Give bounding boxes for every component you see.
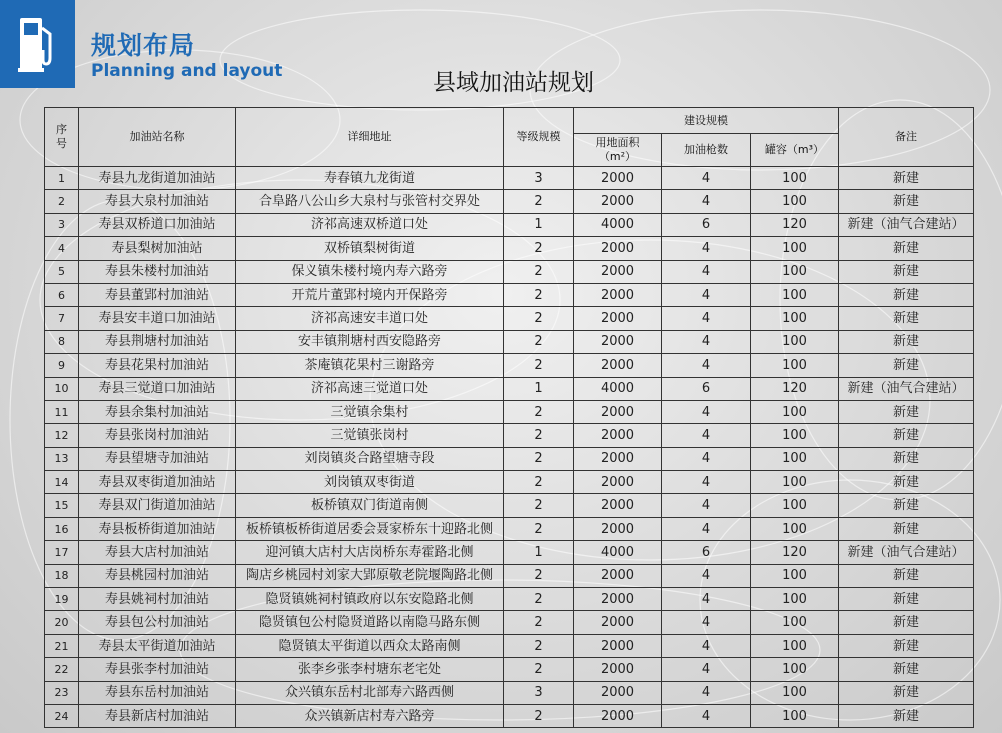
cell-name: 寿县梨树加油站 (79, 237, 236, 260)
cell-tank: 100 (751, 237, 839, 260)
cell-name: 寿县桃园村加油站 (79, 564, 236, 587)
cell-name: 寿县太平街道加油站 (79, 634, 236, 657)
cell-name: 寿县张李村加油站 (79, 658, 236, 681)
cell-guns: 4 (662, 237, 751, 260)
cell-tank: 100 (751, 400, 839, 423)
cell-guns: 4 (662, 307, 751, 330)
table-row (45, 517, 974, 540)
cell-address: 济祁高速三觉道口处 (236, 377, 504, 400)
cell-guns: 4 (662, 283, 751, 306)
cell-name: 寿县姚祠村加油站 (79, 588, 236, 611)
cell-address: 迎河镇大店村大店岗桥东寿霍路北侧 (236, 541, 504, 564)
cell-no: 7 (45, 307, 79, 330)
cell-note: 新建 (839, 611, 974, 634)
cell-note: 新建（油气合建站） (839, 541, 974, 564)
table-row (45, 237, 974, 260)
cell-tank: 100 (751, 167, 839, 190)
cell-note: 新建 (839, 704, 974, 727)
cell-note: 新建 (839, 260, 974, 283)
cell-area: 2000 (574, 447, 662, 470)
cell-area: 2000 (574, 658, 662, 681)
cell-guns: 4 (662, 681, 751, 704)
cell-area: 2000 (574, 588, 662, 611)
col-header-name: 加油站名称 (79, 108, 236, 167)
cell-grade: 2 (504, 424, 574, 447)
cell-guns: 4 (662, 704, 751, 727)
cell-tank: 100 (751, 471, 839, 494)
cell-address: 济祁高速安丰道口处 (236, 307, 504, 330)
cell-tank: 100 (751, 564, 839, 587)
cell-name: 寿县花果村加油站 (79, 354, 236, 377)
cell-area: 2000 (574, 517, 662, 540)
cell-note: 新建 (839, 681, 974, 704)
cell-note: 新建 (839, 634, 974, 657)
cell-tank: 100 (751, 634, 839, 657)
cell-note: 新建 (839, 237, 974, 260)
cell-note: 新建 (839, 283, 974, 306)
table-row (45, 377, 974, 400)
table-row (45, 681, 974, 704)
cell-no: 12 (45, 424, 79, 447)
cell-note: 新建 (839, 190, 974, 213)
cell-address: 三觉镇余集村 (236, 400, 504, 423)
cell-grade: 2 (504, 400, 574, 423)
cell-no: 16 (45, 517, 79, 540)
cell-area: 2000 (574, 260, 662, 283)
cell-address: 张李乡张李村塘东老宅处 (236, 658, 504, 681)
cell-no: 20 (45, 611, 79, 634)
cell-name: 寿县双桥道口加油站 (79, 213, 236, 236)
cell-note: 新建 (839, 471, 974, 494)
col-header-area: 用地面积（m²） (574, 134, 662, 167)
cell-address: 陶店乡桃园村刘家大郢原敬老院堰陶路北侧 (236, 564, 504, 587)
table-row (45, 354, 974, 377)
table-row (45, 190, 974, 213)
cell-no: 18 (45, 564, 79, 587)
cell-name: 寿县双门街道加油站 (79, 494, 236, 517)
cell-guns: 4 (662, 330, 751, 353)
cell-area: 2000 (574, 237, 662, 260)
cell-no: 4 (45, 237, 79, 260)
cell-tank: 100 (751, 588, 839, 611)
table-row (45, 611, 974, 634)
cell-no: 14 (45, 471, 79, 494)
table-row (45, 400, 974, 423)
cell-area: 2000 (574, 424, 662, 447)
cell-note: 新建 (839, 354, 974, 377)
cell-area: 2000 (574, 704, 662, 727)
cell-name: 寿县大泉村加油站 (79, 190, 236, 213)
cell-guns: 4 (662, 564, 751, 587)
table-row (45, 471, 974, 494)
cell-note: 新建（油气合建站） (839, 377, 974, 400)
cell-area: 4000 (574, 541, 662, 564)
col-header-guns: 加油枪数 (662, 134, 751, 167)
cell-address: 开荒片董郢村境内开保路旁 (236, 283, 504, 306)
table-row (45, 424, 974, 447)
cell-name: 寿县板桥街道加油站 (79, 517, 236, 540)
cell-note: 新建 (839, 658, 974, 681)
cell-name: 寿县张岗村加油站 (79, 424, 236, 447)
col-header-note: 备注 (839, 108, 974, 167)
table-row (45, 704, 974, 727)
cell-address: 茶庵镇花果村三谢路旁 (236, 354, 504, 377)
cell-no: 19 (45, 588, 79, 611)
cell-grade: 2 (504, 494, 574, 517)
section-subtitle: Planning and layout (91, 61, 283, 81)
cell-name: 寿县九龙街道加油站 (79, 167, 236, 190)
cell-area: 2000 (574, 283, 662, 306)
cell-no: 24 (45, 704, 79, 727)
cell-grade: 2 (504, 658, 574, 681)
cell-grade: 2 (504, 447, 574, 470)
cell-name: 寿县望塘寺加油站 (79, 447, 236, 470)
cell-note: 新建 (839, 588, 974, 611)
cell-name: 寿县余集村加油站 (79, 400, 236, 423)
cell-tank: 100 (751, 354, 839, 377)
cell-grade: 2 (504, 190, 574, 213)
cell-guns: 4 (662, 634, 751, 657)
cell-guns: 4 (662, 494, 751, 517)
cell-grade: 2 (504, 237, 574, 260)
cell-grade: 1 (504, 377, 574, 400)
cell-no: 2 (45, 190, 79, 213)
cell-tank: 100 (751, 447, 839, 470)
cell-address: 保义镇朱楼村境内寿六路旁 (236, 260, 504, 283)
cell-address: 众兴镇新店村寿六路旁 (236, 704, 504, 727)
cell-grade: 3 (504, 681, 574, 704)
cell-guns: 4 (662, 260, 751, 283)
cell-address: 三觉镇张岗村 (236, 424, 504, 447)
cell-area: 2000 (574, 634, 662, 657)
cell-grade: 1 (504, 213, 574, 236)
gas-station-table (44, 107, 974, 728)
cell-area: 2000 (574, 494, 662, 517)
cell-address: 安丰镇荆塘村西安隐路旁 (236, 330, 504, 353)
cell-note: 新建（油气合建站） (839, 213, 974, 236)
cell-area: 2000 (574, 400, 662, 423)
table-row (45, 494, 974, 517)
cell-no: 15 (45, 494, 79, 517)
cell-area: 2000 (574, 354, 662, 377)
section-title: 规划布局 (91, 31, 196, 60)
cell-no: 1 (45, 167, 79, 190)
cell-no: 6 (45, 283, 79, 306)
cell-name: 寿县三觉道口加油站 (79, 377, 236, 400)
cell-note: 新建 (839, 330, 974, 353)
cell-tank: 100 (751, 424, 839, 447)
col-header-construction: 建设规模 (574, 108, 839, 134)
cell-grade: 2 (504, 260, 574, 283)
cell-grade: 1 (504, 541, 574, 564)
cell-note: 新建 (839, 400, 974, 423)
cell-area: 2000 (574, 471, 662, 494)
cell-tank: 100 (751, 260, 839, 283)
cell-address: 板桥镇双门街道南侧 (236, 494, 504, 517)
cell-name: 寿县新店村加油站 (79, 704, 236, 727)
cell-address: 刘岗镇双枣街道 (236, 471, 504, 494)
table-row (45, 541, 974, 564)
cell-tank: 100 (751, 494, 839, 517)
cell-no: 21 (45, 634, 79, 657)
cell-name: 寿县董郢村加油站 (79, 283, 236, 306)
cell-grade: 2 (504, 704, 574, 727)
cell-guns: 4 (662, 447, 751, 470)
cell-note: 新建 (839, 494, 974, 517)
cell-guns: 4 (662, 611, 751, 634)
cell-address: 板桥镇板桥街道居委会聂家桥东十迎路北侧 (236, 517, 504, 540)
col-header-grade: 等级规模 (504, 108, 574, 167)
cell-area: 2000 (574, 307, 662, 330)
cell-tank: 120 (751, 213, 839, 236)
cell-no: 3 (45, 213, 79, 236)
table-row (45, 167, 974, 190)
cell-no: 22 (45, 658, 79, 681)
cell-no: 13 (45, 447, 79, 470)
cell-area: 2000 (574, 167, 662, 190)
table-row (45, 260, 974, 283)
cell-name: 寿县东岳村加油站 (79, 681, 236, 704)
cell-tank: 120 (751, 377, 839, 400)
cell-grade: 2 (504, 611, 574, 634)
cell-name: 寿县大店村加油站 (79, 541, 236, 564)
cell-name: 寿县荆塘村加油站 (79, 330, 236, 353)
cell-guns: 4 (662, 190, 751, 213)
cell-name: 寿县安丰道口加油站 (79, 307, 236, 330)
cell-no: 17 (45, 541, 79, 564)
cell-guns: 6 (662, 541, 751, 564)
cell-note: 新建 (839, 307, 974, 330)
cell-tank: 100 (751, 704, 839, 727)
cell-grade: 2 (504, 307, 574, 330)
cell-area: 2000 (574, 611, 662, 634)
table-title: 县域加油站规划 (433, 70, 594, 96)
cell-tank: 120 (751, 541, 839, 564)
cell-grade: 2 (504, 564, 574, 587)
cell-tank: 100 (751, 190, 839, 213)
cell-area: 4000 (574, 213, 662, 236)
cell-area: 2000 (574, 330, 662, 353)
cell-guns: 4 (662, 424, 751, 447)
cell-no: 8 (45, 330, 79, 353)
cell-grade: 2 (504, 283, 574, 306)
cell-address: 众兴镇东岳村北部寿六路西侧 (236, 681, 504, 704)
cell-no: 9 (45, 354, 79, 377)
table-row (45, 307, 974, 330)
cell-guns: 6 (662, 213, 751, 236)
cell-note: 新建 (839, 424, 974, 447)
cell-name: 寿县双枣街道加油站 (79, 471, 236, 494)
cell-guns: 4 (662, 517, 751, 540)
cell-guns: 4 (662, 400, 751, 423)
cell-area: 2000 (574, 564, 662, 587)
table-row (45, 447, 974, 470)
cell-address: 合阜路八公山乡大泉村与张管村交界处 (236, 190, 504, 213)
cell-tank: 100 (751, 283, 839, 306)
cell-grade: 3 (504, 167, 574, 190)
cell-guns: 4 (662, 471, 751, 494)
cell-guns: 4 (662, 354, 751, 377)
cell-address: 刘岗镇炎合路望塘寺段 (236, 447, 504, 470)
table-row (45, 588, 974, 611)
cell-area: 2000 (574, 681, 662, 704)
cell-grade: 2 (504, 517, 574, 540)
cell-tank: 100 (751, 307, 839, 330)
cell-address: 隐贤镇姚祠村镇政府以东安隐路北侧 (236, 588, 504, 611)
col-header-no: 序号 (45, 108, 79, 167)
cell-guns: 6 (662, 377, 751, 400)
cell-note: 新建 (839, 517, 974, 540)
cell-grade: 2 (504, 330, 574, 353)
cell-grade: 2 (504, 354, 574, 377)
table-row (45, 634, 974, 657)
cell-name: 寿县包公村加油站 (79, 611, 236, 634)
table-row (45, 330, 974, 353)
table-row (45, 283, 974, 306)
table-row (45, 564, 974, 587)
cell-address: 济祁高速双桥道口处 (236, 213, 504, 236)
table-row (45, 658, 974, 681)
cell-no: 23 (45, 681, 79, 704)
col-header-tank: 罐容（m³） (751, 134, 839, 167)
cell-tank: 100 (751, 658, 839, 681)
cell-no: 11 (45, 400, 79, 423)
cell-tank: 100 (751, 517, 839, 540)
table-row (45, 213, 974, 236)
cell-grade: 2 (504, 588, 574, 611)
cell-no: 5 (45, 260, 79, 283)
cell-area: 2000 (574, 190, 662, 213)
cell-address: 寿春镇九龙街道 (236, 167, 504, 190)
cell-guns: 4 (662, 588, 751, 611)
cell-note: 新建 (839, 167, 974, 190)
cell-guns: 4 (662, 658, 751, 681)
cell-address: 双桥镇梨树街道 (236, 237, 504, 260)
cell-address: 隐贤镇太平街道以西众太路南侧 (236, 634, 504, 657)
cell-tank: 100 (751, 611, 839, 634)
cell-name: 寿县朱楼村加油站 (79, 260, 236, 283)
col-header-address: 详细地址 (236, 108, 504, 167)
cell-grade: 2 (504, 634, 574, 657)
cell-address: 隐贤镇包公村隐贤道路以南隐马路东侧 (236, 611, 504, 634)
cell-tank: 100 (751, 330, 839, 353)
cell-area: 4000 (574, 377, 662, 400)
table-body (45, 167, 974, 728)
cell-grade: 2 (504, 471, 574, 494)
cell-tank: 100 (751, 681, 839, 704)
cell-note: 新建 (839, 564, 974, 587)
cell-note: 新建 (839, 447, 974, 470)
cell-guns: 4 (662, 167, 751, 190)
cell-no: 10 (45, 377, 79, 400)
